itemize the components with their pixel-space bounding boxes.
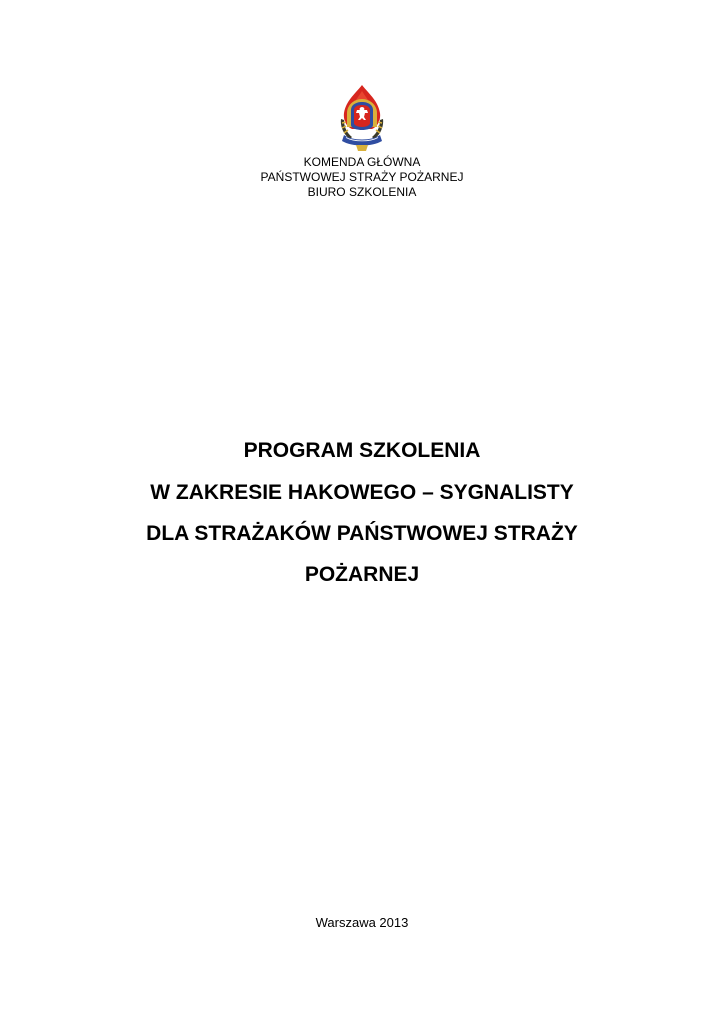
header-line-2: PAŃSTWOWEJ STRAŻY POŻARNEJ [260, 170, 464, 184]
psp-emblem-graphic [332, 83, 392, 153]
title-line-1: PROGRAM SZKOLENIA [243, 439, 481, 462]
title-line-2: W ZAKRESIE HAKOWEGO – SYGNALISTY [150, 481, 574, 504]
place-date: Warszawa 2013 [315, 915, 409, 930]
psp-emblem [332, 83, 392, 153]
header-line-3: BIURO SZKOLENIA [307, 185, 417, 199]
title-line-3: DLA STRAŻAKÓW PAŃSTWOWEJ STRAŻY [146, 522, 578, 545]
title-line-4: POŻARNEJ [304, 563, 420, 586]
header-line-1: KOMENDA GŁÓWNA [303, 155, 421, 169]
